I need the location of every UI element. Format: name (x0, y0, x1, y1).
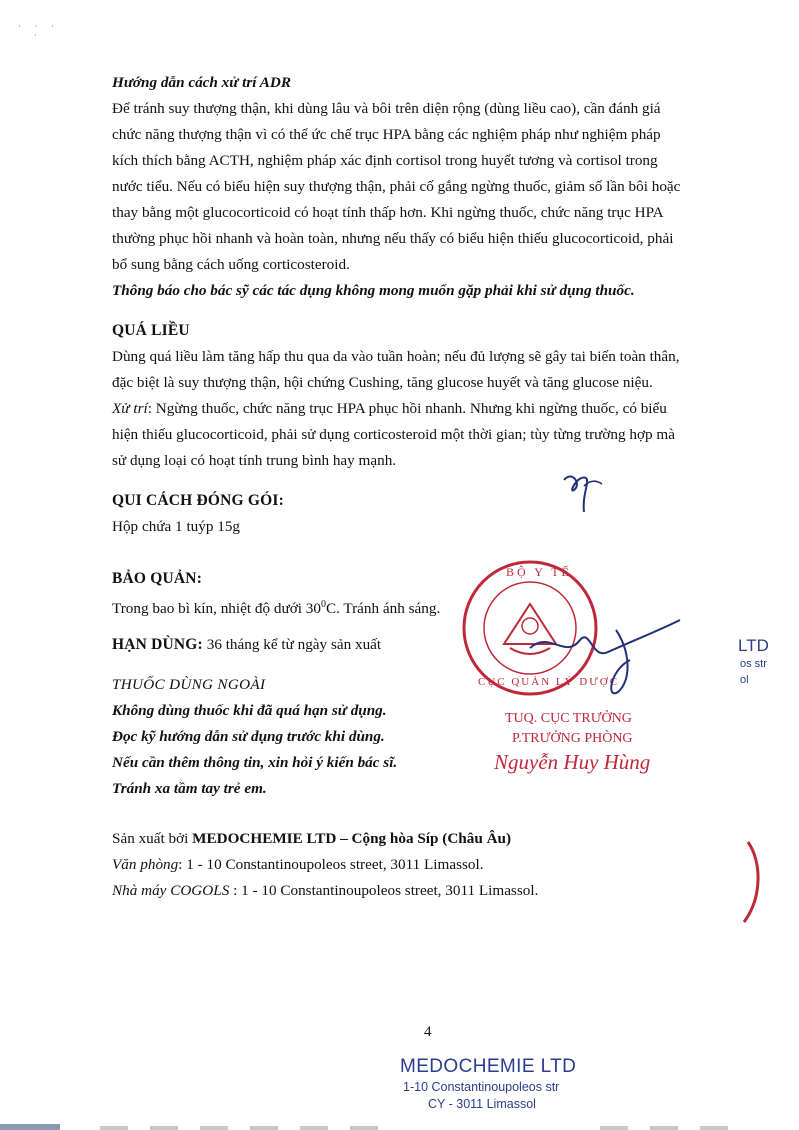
overdose-line: Dùng quá liều làm tăng hấp thu qua da vào tuần hoàn; nếu đủ lượng sẽ gây tai biến toàn thân, (112, 348, 680, 365)
storage-text-main: Trong bao bì kín, nhiệt độ dưới 30 (112, 600, 321, 618)
storage-heading: BẢO QUẢN: (112, 570, 203, 587)
overdose-heading: QUÁ LIỀU (112, 322, 190, 339)
adr-line: thay bằng một glucocorticoid có hoạt tính thấp hơn. Khi ngừng thuốc, chức năng trục HPA (112, 204, 664, 221)
seal-edge-arc (730, 838, 770, 928)
approval-title: TUQ. CỤC TRƯỞNG (505, 711, 632, 726)
page-number: 4 (424, 1024, 432, 1040)
edge-stamp-line3: ol (740, 674, 749, 686)
adr-line: thường phục hồi nhanh và hoàn toàn, nhưng nếu thấy có biểu hiện thiếu glucocorticoid, phải (112, 230, 674, 247)
approval-subtitle: P.TRƯỞNG PHÒNG (512, 731, 633, 746)
initial-mark (556, 466, 606, 518)
office-label: Văn phòng (112, 856, 179, 873)
company-stamp-name: MEDOCHEMIE LTD (400, 1056, 577, 1077)
external-use-heading: THUỐC DÙNG NGOÀI (112, 676, 266, 693)
factory-label: Nhà máy COGOLS (112, 882, 230, 899)
warning-line: Đọc kỹ hướng dẫn sử dụng trước khi dùng. (112, 728, 385, 745)
manufacturer-name: MEDOCHEMIE LTD – Cộng hòa Síp (Châu Âu) (192, 830, 512, 847)
adr-line: chức năng thượng thận vì có thể ức chế trục HPA bằng các nghiệm pháp như nghiệm pháp (112, 126, 661, 143)
warning-line: Không dùng thuốc khi đã quá hạn sử dụng. (112, 702, 387, 719)
factory-line (112, 878, 538, 904)
company-stamp-address: 1-10 Constantinoupoleos str (403, 1080, 560, 1094)
packaging-text: Hộp chứa 1 tuýp 15g (112, 518, 241, 535)
warning-line: Nếu cần thêm thông tin, xin hỏi ý kiến bác sĩ. (112, 754, 398, 771)
adr-notice: Thông báo cho bác sỹ các tác dụng không mong muốn gặp phải khi sử dụng thuốc. (112, 282, 635, 299)
office-line (112, 852, 484, 878)
storage-text-end: C. Tránh ánh sáng. (325, 600, 441, 618)
approval-signature (520, 600, 690, 710)
packaging-heading: QUI CÁCH ĐÓNG GÓI: (112, 492, 284, 509)
adr-heading: Hướng dẫn cách xử trí ADR (112, 74, 291, 91)
adr-line: kích thích bằng ACTH, nghiệm pháp xác định cortisol trong huyết tương và cortisol trong (112, 152, 658, 169)
manufacturer-line (112, 826, 511, 852)
overdose-line: đặc biệt là suy thượng thận, hội chứng Cushing, tăng glucose huyết và tăng glucose niệu. (112, 374, 653, 391)
expiry-label: HẠN DÙNG: (112, 636, 203, 653)
degree-superscript: 0 (320, 599, 326, 610)
expiry-line (112, 632, 381, 658)
edge-stamp-line2: os str (740, 658, 767, 670)
overdose-treatment-line (112, 396, 667, 422)
seal-bottom-text: CỤC QUẢN LÝ DƯỢC (478, 676, 620, 688)
warning-line: Tránh xa tầm tay trẻ em. (112, 780, 267, 797)
office-text: : 1 - 10 Constantinoupoleos street, 3011 Limassol. (178, 856, 484, 873)
approver-name: Nguyễn Huy Hùng (494, 750, 651, 774)
factory-text: : 1 - 10 Constantinoupoleos street, 3011 Limassol. (229, 882, 539, 899)
edge-stamp-line1: LTD (738, 636, 769, 655)
scan-edge-strip (0, 1118, 799, 1130)
treatment-label: Xử trí (112, 400, 148, 417)
adr-line: bổ sung bằng cách uống corticosteroid. (112, 256, 350, 273)
storage-text (112, 592, 440, 622)
company-stamp-city: CY - 3011 Limassol (428, 1097, 536, 1111)
scan-speckles: · · · · (18, 22, 60, 40)
seal-top-text: BỘ Y TẾ (506, 565, 572, 579)
expiry-text: 36 tháng kể từ ngày sản xuất (202, 636, 382, 653)
adr-line: nước tiểu. Nếu có biểu hiện suy thượng thận, phải cố gắng ngừng thuốc, giảm số lần bôi hoặc (112, 178, 681, 195)
overdose-line: sử dụng loại có hoạt tính trung bình hay mạnh. (112, 452, 397, 469)
adr-line: Để tránh suy thượng thận, khi dùng lâu và bôi trên diện rộng (dùng liều cao), cần đánh giá (112, 100, 661, 117)
treatment-text: : Ngừng thuốc, chức năng trục HPA phục hồi nhanh. Nhưng khi ngừng thuốc, có biểu (147, 400, 667, 417)
overdose-line: hiện thiếu glucocorticoid, phải sử dụng corticosteroid một thời gian; tùy từng trường hợp mà (112, 426, 675, 443)
manufacturer-prefix: Sản xuất bởi (112, 830, 193, 847)
